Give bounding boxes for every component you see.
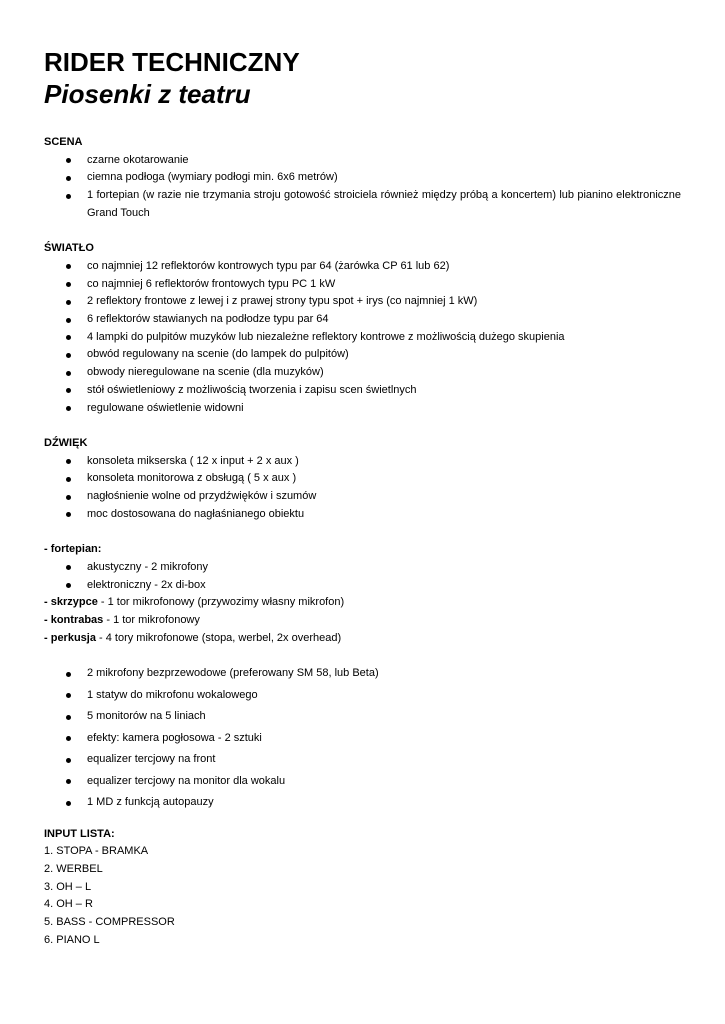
list-item: equalizer tercjowy na front — [44, 751, 681, 769]
list-item: regulowane oświetlenie widowni — [44, 400, 681, 418]
list-item: 1 statyw do mikrofonu wokalowego — [44, 687, 681, 705]
dzwiek-list — [44, 453, 681, 524]
document-title: RIDER TECHNICZNY — [44, 47, 300, 77]
input-list-item: 5. BASS - COMPRESSOR — [44, 916, 175, 929]
list-item: obwody nieregulowane na scenie (dla muzyków) — [44, 364, 681, 382]
list-item: moc dostosowana do nagłaśnianego obiektu — [44, 506, 681, 524]
list-item: 6 reflektorów stawianych na podłodze typu par 64 — [44, 311, 681, 329]
input-list-item: 4. OH – R — [44, 898, 93, 911]
list-item: konsoleta mikserska ( 12 x input + 2 x aux ) — [44, 453, 681, 471]
scena-list — [44, 152, 681, 223]
input-list-item: 2. WERBEL — [44, 862, 103, 875]
instrument-line — [44, 612, 681, 630]
section-heading-scena: SCENA — [44, 136, 83, 148]
section-heading-input-list: INPUT LISTA: — [44, 827, 115, 840]
equipment-list — [44, 665, 681, 812]
instrument-line — [44, 594, 681, 612]
list-item: equalizer tercjowy na monitor dla wokalu — [44, 773, 681, 791]
instrument-lines — [44, 594, 681, 647]
section-heading-dzwiek: DŹWIĘK — [44, 436, 88, 449]
list-item: konsoleta monitorowa z obsługą ( 5 x aux ) — [44, 470, 681, 488]
list-item: stół oświetleniowy z możliwością tworzenia i zapisu scen świetlnych — [44, 382, 681, 400]
instrument-desc: - 1 tor mikrofonowy — [103, 613, 200, 626]
list-item: 2 mikrofony bezprzewodowe (preferowany SM 58, lub Beta) — [44, 665, 681, 683]
section-heading-fortepian: - fortepian: — [44, 543, 102, 556]
input-list-item: 1. STOPA - BRAMKA — [44, 845, 149, 858]
list-item: akustyczny - 2 mikrofony — [44, 559, 681, 577]
swiatlo-list — [44, 258, 681, 417]
fortepian-list — [44, 559, 681, 594]
list-item: co najmniej 12 reflektorów kontrowych typu par 64 (żarówka CP 61 lub 62) — [44, 258, 681, 276]
list-item: czarne okotarowanie — [44, 152, 681, 170]
input-list-item: 3. OH – L — [44, 880, 92, 893]
list-item: elektroniczny - 2x di-box — [44, 577, 681, 595]
instrument-line — [44, 630, 681, 648]
list-item: 1 MD z funkcją autopauzy — [44, 794, 681, 812]
instrument-desc: - 1 tor mikrofonowy (przywozimy własny mikrofon) — [97, 596, 345, 609]
section-input-list — [44, 826, 681, 950]
section-swiatlo — [44, 240, 681, 417]
list-item: nagłośnienie wolne od przydźwięków i szumów — [44, 488, 681, 506]
list-item: 5 monitorów na 5 liniach — [44, 708, 681, 726]
instrument-name: - perkusja — [44, 631, 96, 644]
section-heading-swiatlo: ŚWIATŁO — [44, 242, 94, 255]
instrument-name: - skrzypce — [44, 596, 98, 609]
instrument-name: - kontrabas — [44, 613, 104, 626]
section-fortepian — [44, 541, 681, 594]
document-page — [44, 46, 681, 949]
list-item: 4 lampki do pulpitów muzyków lub niezależne reflektory kontrowe z możliwością dużego skupienia — [44, 329, 681, 347]
list-item: obwód regulowany na scenie (do lampek do pulpitów) — [44, 346, 681, 364]
list-item: ciemna podłoga (wymiary podłogi min. 6x6 metrów) — [44, 169, 681, 187]
list-item: 2 reflektory frontowe z lewej i z prawej strony typu spot + irys (co najmniej 1 kW) — [44, 293, 681, 311]
section-scena — [44, 134, 681, 223]
list-item: efekty: kamera pogłosowa - 2 sztuki — [44, 730, 681, 748]
list-item: co najmniej 6 reflektorów frontowych typu PC 1 kW — [44, 276, 681, 294]
document-subtitle: Piosenki z teatru — [44, 79, 251, 109]
section-dzwiek — [44, 435, 681, 524]
input-list-item: 6. PIANO L — [44, 933, 100, 946]
section-equipment — [44, 665, 681, 812]
list-item: 1 fortepian (w razie nie trzymania stroju gotowość stroiciela również między próbą a koncertem) lub pianino elektroniczne Grand Touch — [44, 187, 681, 222]
instrument-desc: - 4 tory mikrofonowe (stopa, werbel, 2x overhead) — [95, 631, 342, 644]
